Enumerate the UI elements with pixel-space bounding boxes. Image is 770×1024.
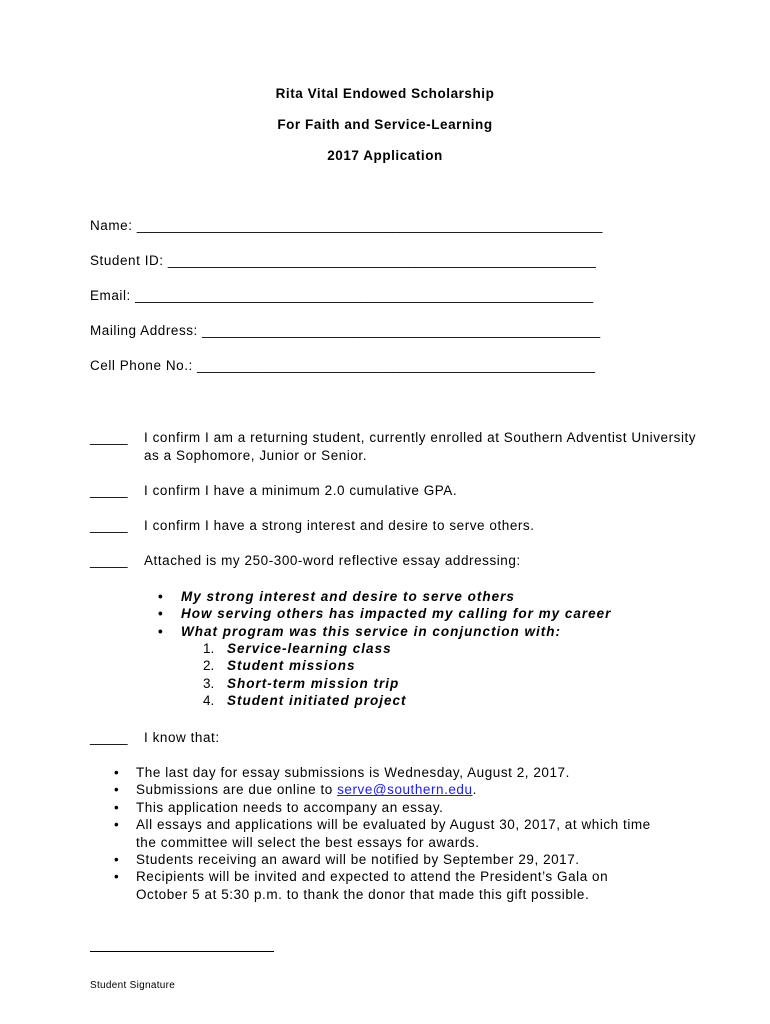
bullet-icon: •: [114, 765, 120, 780]
mailing-address-line[interactable]: _____________________________________________________: [202, 323, 601, 338]
check-know-that[interactable]: [90, 729, 710, 747]
list-item: [0, 692, 407, 709]
list-item: [0, 588, 611, 605]
student-id-line[interactable]: _________________________________________________________: [167, 253, 596, 268]
check-text: I confirm I have a minimum 2.0 cumulative GPA.: [144, 483, 458, 498]
check-essay[interactable]: [90, 552, 710, 570]
essay-points-list: [0, 588, 611, 640]
scholarship-title: Rita Vital Endowed Scholarship: [275, 86, 495, 101]
cell-phone-field[interactable]: [90, 358, 595, 373]
name-line[interactable]: ______________________________________________________________: [136, 218, 603, 233]
bullet-icon: •: [158, 589, 164, 604]
list-item: [0, 868, 660, 903]
check-text: Attached is my 250-300-word reflective essay addressing:: [144, 553, 521, 568]
bullet-icon: •: [114, 869, 120, 885]
list-number: 2.: [203, 658, 215, 674]
bullet-icon: •: [114, 799, 120, 815]
know-point-text: Submissions are due online to: [136, 782, 338, 798]
email-label: Email:: [90, 288, 131, 303]
check-interest[interactable]: [90, 517, 710, 535]
bullet-icon: •: [114, 852, 120, 868]
list-number: 1.: [203, 641, 215, 656]
email-line[interactable]: _____________________________________________________________: [135, 288, 594, 303]
name-field[interactable]: [90, 218, 602, 233]
list-item: [0, 851, 660, 868]
bullet-icon: •: [114, 782, 120, 798]
list-item: [0, 623, 611, 640]
list-item: [0, 657, 407, 674]
essay-point-text: What program was this service in conjunction with:: [181, 623, 562, 639]
know-point-punctuation: .: [472, 782, 477, 798]
student-id-field[interactable]: [90, 253, 596, 268]
list-number: 4.: [203, 693, 215, 709]
check-returning-student[interactable]: [90, 429, 710, 465]
know-point-text: All essays and applications will be evaluated by August 30, 2017, at which time the committee will select the best essays for awards.: [136, 817, 651, 850]
signature-line[interactable]: [90, 951, 274, 952]
list-item: [0, 640, 407, 657]
program-label: Student initiated project: [227, 693, 407, 709]
check-blank[interactable]: _____: [90, 483, 128, 498]
list-item: [0, 605, 611, 622]
check-blank[interactable]: _____: [90, 553, 128, 568]
list-item: [0, 764, 660, 781]
email-field[interactable]: [90, 288, 593, 303]
list-item: [0, 781, 660, 798]
know-point-text: Students receiving an award will be notified by September 29, 2017.: [136, 852, 580, 868]
program-list: [0, 640, 407, 710]
student-id-label: Student ID:: [90, 253, 164, 268]
bullet-icon: •: [158, 606, 164, 622]
program-label: Student missions: [227, 658, 356, 674]
cell-phone-label: Cell Phone No.:: [90, 358, 193, 373]
mailing-address-label: Mailing Address:: [90, 323, 198, 338]
essay-point-text: My strong interest and desire to serve others: [181, 589, 515, 604]
check-blank[interactable]: _____: [90, 430, 128, 445]
list-number: 3.: [203, 675, 215, 691]
email-link[interactable]: serve@southern.edu: [337, 782, 473, 798]
signature-label: Student Signature: [90, 980, 176, 991]
check-blank[interactable]: _____: [90, 730, 128, 745]
check-blank[interactable]: _____: [90, 518, 128, 533]
application-year: 2017 Application: [327, 148, 443, 163]
list-item: [0, 799, 660, 816]
check-text: I know that:: [144, 730, 220, 745]
essay-point-text: How serving others has impacted my calling for my career: [181, 606, 612, 622]
know-point-text: Recipients will be invited and expected to attend the President’s Gala on October 5 at 5:30 p.m. to thank the donor that made this gift possible.: [136, 869, 609, 902]
bullet-icon: •: [114, 817, 120, 833]
bullet-icon: •: [158, 623, 164, 639]
cell-phone-line[interactable]: _____________________________________________________: [197, 358, 596, 373]
check-text: I confirm I am a returning student, currently enrolled at Southern Adventist University as a Sophomore, Junior or Senior.: [144, 430, 697, 463]
list-item: [0, 675, 407, 692]
know-points-list: [0, 764, 660, 903]
mailing-address-field[interactable]: [90, 323, 600, 338]
program-label: Short-term mission trip: [227, 675, 400, 691]
scholarship-subtitle: For Faith and Service-Learning: [277, 117, 493, 132]
list-item: [0, 816, 660, 851]
check-text: I confirm I have a strong interest and desire to serve others.: [144, 518, 535, 533]
check-gpa[interactable]: [90, 482, 710, 500]
know-point-text: The last day for essay submissions is Wednesday, August 2, 2017.: [136, 765, 570, 780]
know-point-text: This application needs to accompany an essay.: [136, 799, 444, 815]
name-label: Name:: [90, 218, 133, 233]
program-label: Service-learning class: [227, 641, 392, 656]
